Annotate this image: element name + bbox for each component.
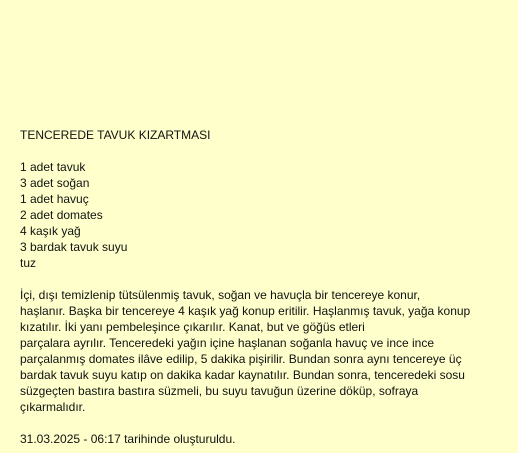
instruction-line: parçalanmış domates ilâve edilip, 5 dakika pişirilir. Bundan sonra aynı tencereye üç [20, 352, 462, 366]
ingredient-item: 1 adet havuç [20, 192, 89, 206]
instruction-line: haşlanır. Başka bir tencereye 4 kaşık yağ konup eritilir. Haşlanmış tavuk, yağa konup [20, 304, 471, 318]
instruction-line: çıkarmalıdır. [20, 400, 86, 414]
ingredient-item: 3 bardak tavuk suyu [20, 240, 128, 254]
recipe-instructions [20, 287, 506, 415]
instruction-line: bardak tavuk suyu katıp on dakika kadar kaynatılır. Bundan sonra, tenceredeki sosu [20, 368, 465, 382]
ingredient-item: 2 adet domates [20, 208, 103, 222]
instruction-line: süzgeçten bastıra bastıra süzmeli, bu suyu tavuğun üzerine döküp, sofraya [20, 384, 419, 398]
instruction-line: parçalara ayrılır. Tenceredeki yağın içine haşlanan soğanla havuç ve ince ince [20, 336, 435, 350]
recipe-title: TENCEREDE TAVUK KIZARTMASI [20, 128, 211, 142]
ingredient-item: tuz [20, 256, 37, 270]
ingredient-item: 4 kaşık yağ [20, 224, 81, 238]
instruction-line: kızatılır. İki yanı pembeleşince çıkarılır. Kanat, but ve göğüs etleri [20, 320, 365, 334]
ingredient-item: 1 adet tavuk [20, 160, 86, 174]
ingredient-list [20, 159, 127, 271]
ingredient-item: 3 adet soğan [20, 176, 90, 190]
created-timestamp: 31.03.2025 - 06:17 tarihinde oluşturuldu. [20, 432, 236, 446]
instruction-line: İçi, dışı temizlenip tütsülenmiş tavuk, soğan ve havuçla bir tencereye konur, [20, 288, 421, 302]
